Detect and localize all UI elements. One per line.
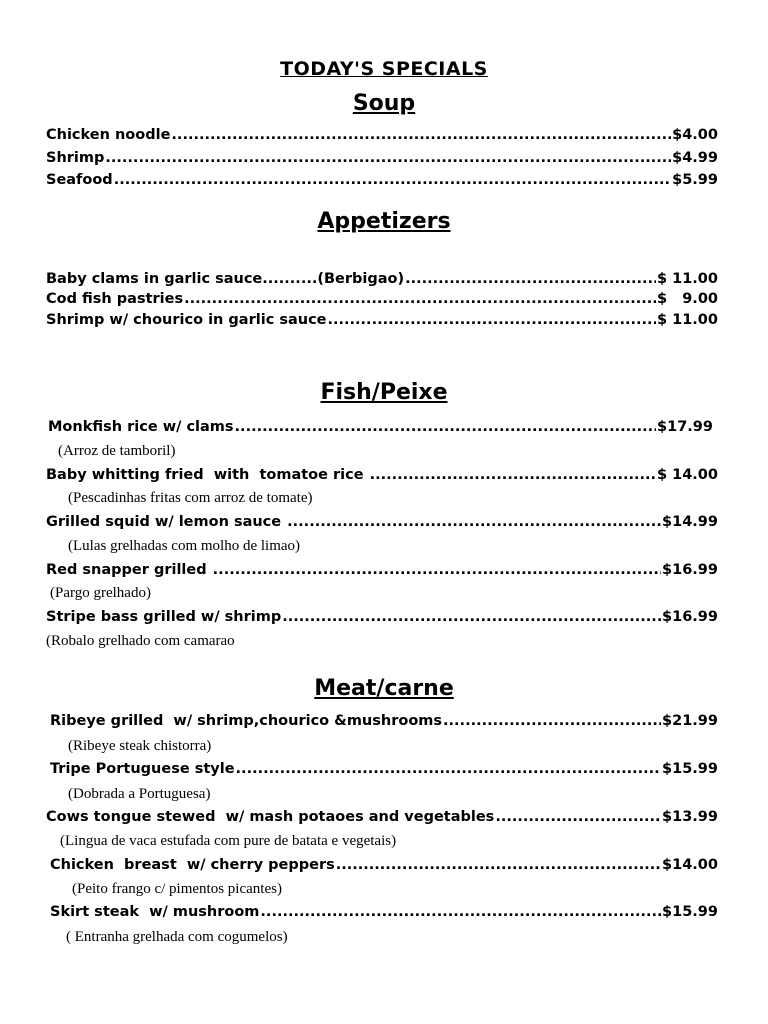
leader-dots — [405, 270, 656, 288]
item-price: $5.99 — [672, 172, 718, 188]
item-name: Shrimp w/ chourico in garlic sauce — [46, 312, 327, 328]
section-heading-fish: Fish/Peixe — [320, 380, 448, 405]
item-subtitle: (Lulas grelhadas com molho de limao) — [68, 538, 301, 554]
item-price: $ 14.00 — [656, 467, 718, 483]
item-price: $21.99 — [662, 713, 718, 729]
item-name: Stripe bass grilled w/ shrimp — [46, 609, 282, 625]
menu-item-monkfish-rice — [48, 418, 713, 436]
menu-item-skirt-steak — [50, 903, 718, 921]
leader-dots — [370, 466, 656, 484]
item-name: Shrimp — [46, 150, 105, 166]
section-heading-appetizers: Appetizers — [317, 209, 451, 234]
item-subtitle: ( Entranha grelhada com cogumelos) — [66, 929, 288, 945]
item-price: $15.99 — [662, 761, 718, 777]
menu-item-red-snapper — [46, 561, 718, 579]
menu-item-shrimp-chourico — [46, 311, 718, 329]
item-price: $ 11.00 — [656, 271, 718, 287]
menu-item-baby-whitting — [46, 466, 718, 484]
item-name: Cows tongue stewed w/ mash potaoes and vegetables — [46, 809, 495, 825]
section-heading-meat: Meat/carne — [314, 676, 454, 701]
item-price: $4.99 — [672, 150, 718, 166]
item-name: Grilled squid w/ lemon sauce — [46, 514, 287, 530]
menu-item-baby-clams — [46, 270, 718, 288]
item-name: Red snapper grilled — [46, 562, 212, 578]
leader-dots — [336, 856, 661, 874]
item-name: Chicken breast w/ cherry peppers — [50, 857, 335, 873]
menu-item-grilled-squid — [46, 513, 718, 531]
item-name: Baby clams in garlic sauce..........(Berbigao) — [46, 271, 405, 287]
item-name: Cod fish pastries — [46, 291, 184, 307]
leader-dots — [213, 561, 661, 579]
menu-title: TODAY'S SPECIALS — [280, 58, 488, 80]
leader-dots — [235, 418, 656, 436]
leader-dots — [114, 171, 671, 189]
menu-item-stripe-bass — [46, 608, 718, 626]
menu-item-shrimp-soup — [46, 149, 718, 167]
item-name: Skirt steak w/ mushroom — [50, 904, 260, 920]
menu-item-tripe — [50, 760, 718, 778]
item-price: $4.00 — [672, 127, 718, 143]
item-subtitle: (Pargo grelhado) — [50, 585, 151, 601]
item-subtitle: (Arroz de tamboril) — [58, 443, 176, 459]
menu-item-chicken-noodle — [46, 126, 718, 144]
item-price: $16.99 — [662, 562, 718, 578]
item-name: Tripe Portuguese style — [50, 761, 235, 777]
item-price: $17.99 — [657, 419, 713, 435]
item-price: $ 11.00 — [656, 312, 718, 328]
leader-dots — [171, 126, 671, 144]
menu-item-cod-fish-pastries — [46, 290, 718, 308]
item-subtitle: (Lingua de vaca estufada com pure de batata e vegetais) — [60, 833, 397, 849]
leader-dots — [105, 149, 671, 167]
item-subtitle: (Peito frango c/ pimentos picantes) — [72, 881, 282, 897]
item-name: Chicken noodle — [46, 127, 171, 143]
leader-dots — [184, 290, 656, 308]
item-price: $ 9.00 — [656, 291, 718, 307]
item-name: Monkfish rice w/ clams — [48, 419, 234, 435]
item-name: Ribeye grilled w/ shrimp,chourico &mushrooms — [50, 713, 443, 729]
leader-dots — [328, 311, 656, 329]
item-price: $14.99 — [662, 514, 718, 530]
leader-dots — [443, 712, 661, 730]
leader-dots — [287, 513, 661, 531]
menu-item-chicken-breast — [50, 856, 718, 874]
item-name: Seafood — [46, 172, 113, 188]
leader-dots — [236, 760, 661, 778]
item-name: Baby whitting fried with tomatoe rice — [46, 467, 369, 483]
leader-dots — [260, 903, 661, 921]
menu-item-cows-tongue — [46, 808, 718, 826]
menu-item-ribeye — [50, 712, 718, 730]
item-subtitle: (Robalo grelhado com camarao — [46, 633, 235, 649]
item-price: $15.99 — [662, 904, 718, 920]
item-price: $14.00 — [662, 857, 718, 873]
item-subtitle: (Ribeye steak chistorra) — [68, 738, 212, 754]
item-subtitle: (Dobrada a Portuguesa) — [68, 786, 211, 802]
menu-item-seafood-soup — [46, 171, 718, 189]
leader-dots — [282, 608, 661, 626]
leader-dots — [495, 808, 661, 826]
section-heading-soup: Soup — [352, 91, 416, 116]
item-price: $13.99 — [662, 809, 718, 825]
item-price: $16.99 — [662, 609, 718, 625]
item-subtitle: (Pescadinhas fritas com arroz de tomate) — [68, 490, 313, 506]
